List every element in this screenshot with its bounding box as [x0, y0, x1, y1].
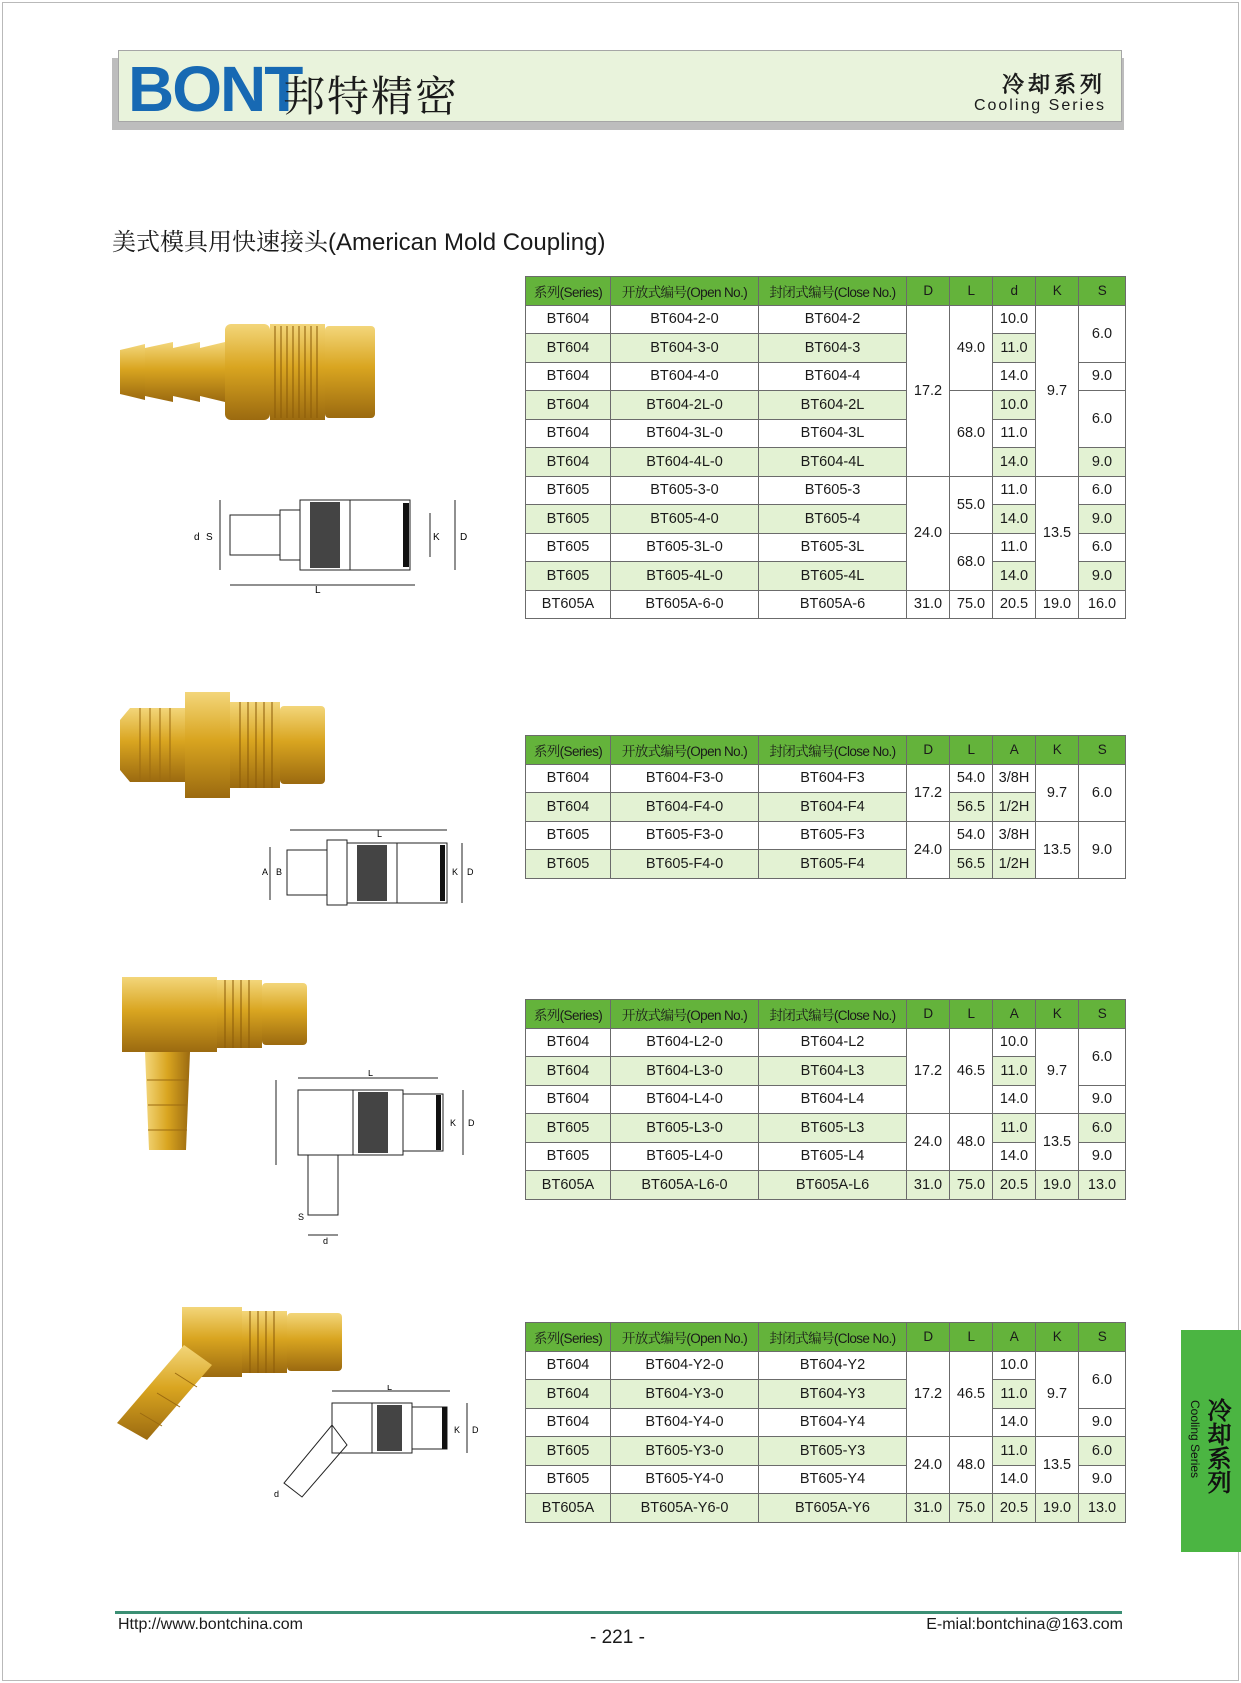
cell-close: BT605-3 — [759, 476, 907, 505]
cell-S: 6.0 — [1079, 533, 1126, 562]
cell-A: 11.0 — [993, 1057, 1036, 1086]
cell-open: BT605-4-0 — [611, 505, 759, 534]
cell-series: BT604 — [526, 391, 611, 420]
cell-S: 6.0 — [1079, 305, 1126, 362]
cell-A: 11.0 — [993, 1380, 1036, 1409]
dim-a2: A — [262, 867, 269, 877]
col-S: S — [1079, 277, 1126, 306]
cell-open: BT604-3L-0 — [611, 419, 759, 448]
cell-close: BT605-4 — [759, 505, 907, 534]
cell-A: 10.0 — [993, 1351, 1036, 1380]
cell-open: BT605-F3-0 — [611, 821, 759, 850]
page-number: - 221 - — [590, 1627, 645, 1648]
cell-K: 19.0 — [1036, 1494, 1079, 1523]
cell-close: BT605-L3 — [759, 1114, 907, 1143]
cell-D: 24.0 — [907, 476, 950, 590]
cell-close: BT604-2L — [759, 391, 907, 420]
cell-L: 75.0 — [950, 1494, 993, 1523]
cell-S: 6.0 — [1079, 764, 1126, 821]
cell-series: BT604 — [526, 764, 611, 793]
cell-series: BT604 — [526, 793, 611, 822]
cell-K: 9.7 — [1036, 305, 1079, 476]
table-row — [526, 821, 1126, 850]
cell-D: 17.2 — [907, 764, 950, 821]
cell-series: BT604 — [526, 1057, 611, 1086]
cell-close: BT605-4L — [759, 562, 907, 591]
cell-D: 24.0 — [907, 1114, 950, 1171]
col-S: S — [1079, 1323, 1126, 1352]
cell-series: BT605A — [526, 1494, 611, 1523]
cell-close: BT605-F4 — [759, 850, 907, 879]
col-A: A — [993, 1000, 1036, 1029]
cell-K: 9.7 — [1036, 764, 1079, 821]
table-row — [526, 764, 1126, 793]
footer-email[interactable]: E-mial:bontchina@163.com — [926, 1616, 1123, 1633]
cell-series: BT604 — [526, 448, 611, 477]
col-close-no: 封闭式编号(Close No.) — [759, 736, 907, 765]
dim-b2: B — [276, 867, 283, 877]
cell-open: BT604-2-0 — [611, 305, 759, 334]
cell-L: 75.0 — [950, 590, 993, 619]
cell-A: 14.0 — [993, 1465, 1036, 1494]
cell-K: 19.0 — [1036, 590, 1079, 619]
series-title-cn: 冷却系列 — [1001, 72, 1106, 97]
col-series: 系列(Series) — [526, 1000, 611, 1029]
col-open-no: 开放式编号(Open No.) — [611, 1323, 759, 1352]
table-row — [526, 476, 1126, 505]
cell-open: BT604-4-0 — [611, 362, 759, 391]
cell-S: 16.0 — [1079, 590, 1126, 619]
col-D: D — [907, 277, 950, 306]
cell-D: 24.0 — [907, 821, 950, 878]
cell-series: BT604 — [526, 1351, 611, 1380]
cell-S: 6.0 — [1079, 391, 1126, 448]
cell-series: BT604 — [526, 362, 611, 391]
cell-K: 13.5 — [1036, 476, 1079, 590]
cell-close: BT604-Y2 — [759, 1351, 907, 1380]
cell-S: 9.0 — [1079, 1142, 1126, 1171]
col-L: L — [950, 1323, 993, 1352]
series-title-en: Cooling Series — [973, 97, 1106, 114]
cell-S: 9.0 — [1079, 1465, 1126, 1494]
cell-series: BT605 — [526, 476, 611, 505]
table-row — [526, 1114, 1126, 1143]
cell-d: 10.0 — [993, 391, 1036, 420]
cell-d: 14.0 — [993, 562, 1036, 591]
dim-s: S — [206, 532, 213, 543]
cell-d: 11.0 — [993, 476, 1036, 505]
col-D: D — [907, 1323, 950, 1352]
cell-series: BT604 — [526, 334, 611, 363]
cell-A: 11.0 — [993, 1114, 1036, 1143]
dim-D4: D — [472, 1425, 479, 1435]
col-S: S — [1079, 1000, 1126, 1029]
cell-A: 11.0 — [993, 1437, 1036, 1466]
cell-A: 3/8H — [993, 821, 1036, 850]
cell-close: BT604-Y3 — [759, 1380, 907, 1409]
col-K: K — [1036, 1000, 1079, 1029]
cell-series: BT605 — [526, 1465, 611, 1494]
cell-series: BT605 — [526, 505, 611, 534]
cell-D: 24.0 — [907, 1437, 950, 1494]
cell-A: 1/2H — [993, 793, 1036, 822]
cell-S: 9.0 — [1079, 362, 1126, 391]
cell-series: BT605 — [526, 1437, 611, 1466]
cell-close: BT604-4L — [759, 448, 907, 477]
col-L: L — [950, 736, 993, 765]
cell-open: BT605A-6-0 — [611, 590, 759, 619]
cell-d: 11.0 — [993, 533, 1036, 562]
cell-close: BT604-Y4 — [759, 1408, 907, 1437]
cell-S: 9.0 — [1079, 1085, 1126, 1114]
cell-K: 9.7 — [1036, 1028, 1079, 1114]
dim-k4: K — [454, 1425, 461, 1435]
dim-d: d — [194, 532, 200, 543]
cell-d: 11.0 — [993, 419, 1036, 448]
cell-close: BT604-3L — [759, 419, 907, 448]
cell-S: 9.0 — [1079, 562, 1126, 591]
col-close-no: 封闭式编号(Close No.) — [759, 277, 907, 306]
cell-D: 31.0 — [907, 1171, 950, 1200]
col-A: A — [993, 736, 1036, 765]
cell-S: 6.0 — [1079, 1114, 1126, 1143]
cell-d: 14.0 — [993, 505, 1036, 534]
cell-series: BT604 — [526, 305, 611, 334]
cell-open: BT605-3-0 — [611, 476, 759, 505]
cell-L: 46.5 — [950, 1351, 993, 1437]
cell-S: 9.0 — [1079, 448, 1126, 477]
col-K: K — [1036, 277, 1079, 306]
cell-open: BT605A-Y6-0 — [611, 1494, 759, 1523]
cell-S: 9.0 — [1079, 1408, 1126, 1437]
dim-s3: S — [298, 1212, 305, 1222]
cell-close: BT604-2 — [759, 305, 907, 334]
cell-close: BT605-3L — [759, 533, 907, 562]
cell-open: BT605-3L-0 — [611, 533, 759, 562]
cell-series: BT604 — [526, 1408, 611, 1437]
dim-k2: K — [452, 867, 459, 877]
cell-S: 13.0 — [1079, 1171, 1126, 1200]
cell-S: 13.0 — [1079, 1494, 1126, 1523]
cell-open: BT604-4L-0 — [611, 448, 759, 477]
cell-close: BT604-F3 — [759, 764, 907, 793]
cell-close: BT604-L3 — [759, 1057, 907, 1086]
table-row — [526, 305, 1126, 334]
col-D: D — [907, 1000, 950, 1029]
cell-A: 20.5 — [993, 1171, 1036, 1200]
cell-series: BT604 — [526, 1380, 611, 1409]
table-row — [526, 1351, 1126, 1380]
cell-D: 17.2 — [907, 305, 950, 476]
cell-L: 56.5 — [950, 793, 993, 822]
cell-S: 6.0 — [1079, 1028, 1126, 1085]
section-title: 美式模具用快速接头(American Mold Coupling) — [112, 229, 606, 256]
dim-D3: D — [468, 1118, 475, 1128]
footer-url[interactable]: Http://www.bontchina.com — [118, 1616, 303, 1633]
col-series: 系列(Series) — [526, 736, 611, 765]
col-open-no: 开放式编号(Open No.) — [611, 277, 759, 306]
cell-open: BT604-F4-0 — [611, 793, 759, 822]
cell-close: BT605A-L6 — [759, 1171, 907, 1200]
cell-L: 48.0 — [950, 1114, 993, 1171]
col-series: 系列(Series) — [526, 1323, 611, 1352]
table-row — [526, 1171, 1126, 1200]
cell-open: BT605-F4-0 — [611, 850, 759, 879]
cell-close: BT605-F3 — [759, 821, 907, 850]
cell-close: BT604-3 — [759, 334, 907, 363]
elbow-90-coupling-drawing — [268, 1070, 488, 1245]
col-open-no: 开放式编号(Open No.) — [611, 736, 759, 765]
cell-L: 49.0 — [950, 305, 993, 391]
cell-L: 68.0 — [950, 533, 993, 590]
dim-k: K — [433, 532, 440, 543]
col-A: A — [993, 1323, 1036, 1352]
cell-L: 54.0 — [950, 821, 993, 850]
cell-open: BT604-F3-0 — [611, 764, 759, 793]
cell-d: 20.5 — [993, 590, 1036, 619]
cell-close: BT605-Y4 — [759, 1465, 907, 1494]
cell-open: BT604-L2-0 — [611, 1028, 759, 1057]
cell-d: 11.0 — [993, 334, 1036, 363]
side-tab-label-cn: 冷却系列 — [1203, 1398, 1230, 1494]
cell-A: 20.5 — [993, 1494, 1036, 1523]
cell-series: BT605A — [526, 1171, 611, 1200]
cell-S: 9.0 — [1079, 505, 1126, 534]
cell-open: BT605-L3-0 — [611, 1114, 759, 1143]
col-open-no: 开放式编号(Open No.) — [611, 1000, 759, 1029]
cell-A: 10.0 — [993, 1028, 1036, 1057]
cell-series: BT604 — [526, 1028, 611, 1057]
col-K: K — [1036, 736, 1079, 765]
cell-open: BT604-2L-0 — [611, 391, 759, 420]
footer-divider — [115, 1611, 1122, 1614]
dim-k3: K — [450, 1118, 457, 1128]
cell-S: 9.0 — [1079, 821, 1126, 878]
cell-D: 17.2 — [907, 1351, 950, 1437]
dim-D2: D — [467, 867, 474, 877]
cell-A: 1/2H — [993, 850, 1036, 879]
col-close-no: 封闭式编号(Close No.) — [759, 1000, 907, 1029]
table-header-row — [526, 736, 1126, 765]
cell-S: 6.0 — [1079, 1437, 1126, 1466]
col-S: S — [1079, 736, 1126, 765]
spec-table-flare — [525, 735, 1126, 879]
table-row — [526, 590, 1126, 619]
cell-A: 14.0 — [993, 1408, 1036, 1437]
flare-thread-coupling-drawing — [262, 825, 487, 920]
cell-d: 14.0 — [993, 362, 1036, 391]
cell-K: 13.5 — [1036, 1437, 1079, 1494]
cell-L: 75.0 — [950, 1171, 993, 1200]
dim-l: L — [315, 585, 321, 595]
col-close-no: 封闭式编号(Close No.) — [759, 1323, 907, 1352]
dim-l4: L — [387, 1385, 393, 1392]
cell-L: 68.0 — [950, 391, 993, 477]
cell-open: BT605-Y3-0 — [611, 1437, 759, 1466]
cell-open: BT605A-L6-0 — [611, 1171, 759, 1200]
col-series: 系列(Series) — [526, 277, 611, 306]
dim-d4: d — [274, 1489, 280, 1499]
spec-table-elbow-90 — [525, 999, 1126, 1200]
straight-hose-coupling-drawing — [190, 495, 480, 595]
cell-close: BT605-Y3 — [759, 1437, 907, 1466]
table-row — [526, 1437, 1126, 1466]
cell-series: BT605 — [526, 821, 611, 850]
table-header-row — [526, 277, 1126, 306]
col-d: d — [993, 277, 1036, 306]
brand-name-cn: 邦特精密 — [283, 72, 460, 121]
cell-L: 56.5 — [950, 850, 993, 879]
cell-open: BT604-Y2-0 — [611, 1351, 759, 1380]
dim-l2: L — [377, 829, 383, 839]
col-D: D — [907, 736, 950, 765]
col-K: K — [1036, 1323, 1079, 1352]
cell-close: BT604-L2 — [759, 1028, 907, 1057]
table-row — [526, 1494, 1126, 1523]
cell-d: 14.0 — [993, 448, 1036, 477]
cell-close: BT605A-Y6 — [759, 1494, 907, 1523]
cell-open: BT605-L4-0 — [611, 1142, 759, 1171]
cell-L: 54.0 — [950, 764, 993, 793]
cell-series: BT605 — [526, 562, 611, 591]
cell-K: 9.7 — [1036, 1351, 1079, 1437]
cell-series: BT605 — [526, 1142, 611, 1171]
cell-series: BT604 — [526, 419, 611, 448]
brand-logo: BONT — [128, 53, 302, 125]
col-L: L — [950, 1000, 993, 1029]
cell-open: BT604-Y4-0 — [611, 1408, 759, 1437]
col-L: L — [950, 277, 993, 306]
cell-D: 31.0 — [907, 590, 950, 619]
table-header-row — [526, 1000, 1126, 1029]
cell-A: 3/8H — [993, 764, 1036, 793]
cell-open: BT604-Y3-0 — [611, 1380, 759, 1409]
cell-A: 14.0 — [993, 1142, 1036, 1171]
cell-series: BT605 — [526, 533, 611, 562]
cell-series: BT605 — [526, 1114, 611, 1143]
spec-table-straight — [525, 276, 1126, 619]
cell-series: BT604 — [526, 1085, 611, 1114]
cell-open: BT605-Y4-0 — [611, 1465, 759, 1494]
spec-table-elbow-45 — [525, 1322, 1126, 1523]
cell-open: BT604-L4-0 — [611, 1085, 759, 1114]
cell-A: 14.0 — [993, 1085, 1036, 1114]
cell-L: 46.5 — [950, 1028, 993, 1114]
cell-D: 17.2 — [907, 1028, 950, 1114]
cell-K: 19.0 — [1036, 1171, 1079, 1200]
cell-K: 13.5 — [1036, 821, 1079, 878]
flare-thread-coupling-photo — [115, 690, 330, 800]
cell-L: 48.0 — [950, 1437, 993, 1494]
cell-open: BT605-4L-0 — [611, 562, 759, 591]
cell-series: BT605 — [526, 850, 611, 879]
table-row — [526, 1028, 1126, 1057]
cell-open: BT604-3-0 — [611, 334, 759, 363]
cell-D: 31.0 — [907, 1494, 950, 1523]
elbow-45-coupling-drawing — [272, 1385, 482, 1505]
cell-close: BT604-L4 — [759, 1085, 907, 1114]
straight-hose-coupling-photo — [115, 322, 380, 422]
cell-close: BT605-L4 — [759, 1142, 907, 1171]
cell-S: 6.0 — [1079, 1351, 1126, 1408]
cell-d: 10.0 — [993, 305, 1036, 334]
cell-close: BT604-4 — [759, 362, 907, 391]
cell-close: BT605A-6 — [759, 590, 907, 619]
dim-l3: L — [368, 1070, 374, 1078]
dim-d3: d — [323, 1236, 329, 1245]
cell-S: 6.0 — [1079, 476, 1126, 505]
cell-close: BT604-F4 — [759, 793, 907, 822]
cell-open: BT604-L3-0 — [611, 1057, 759, 1086]
cell-L: 55.0 — [950, 476, 993, 533]
cell-series: BT605A — [526, 590, 611, 619]
table-header-row — [526, 1323, 1126, 1352]
dim-D: D — [460, 532, 468, 543]
side-tab-label-en: Cooling Series — [1188, 1400, 1202, 1479]
cell-K: 13.5 — [1036, 1114, 1079, 1171]
